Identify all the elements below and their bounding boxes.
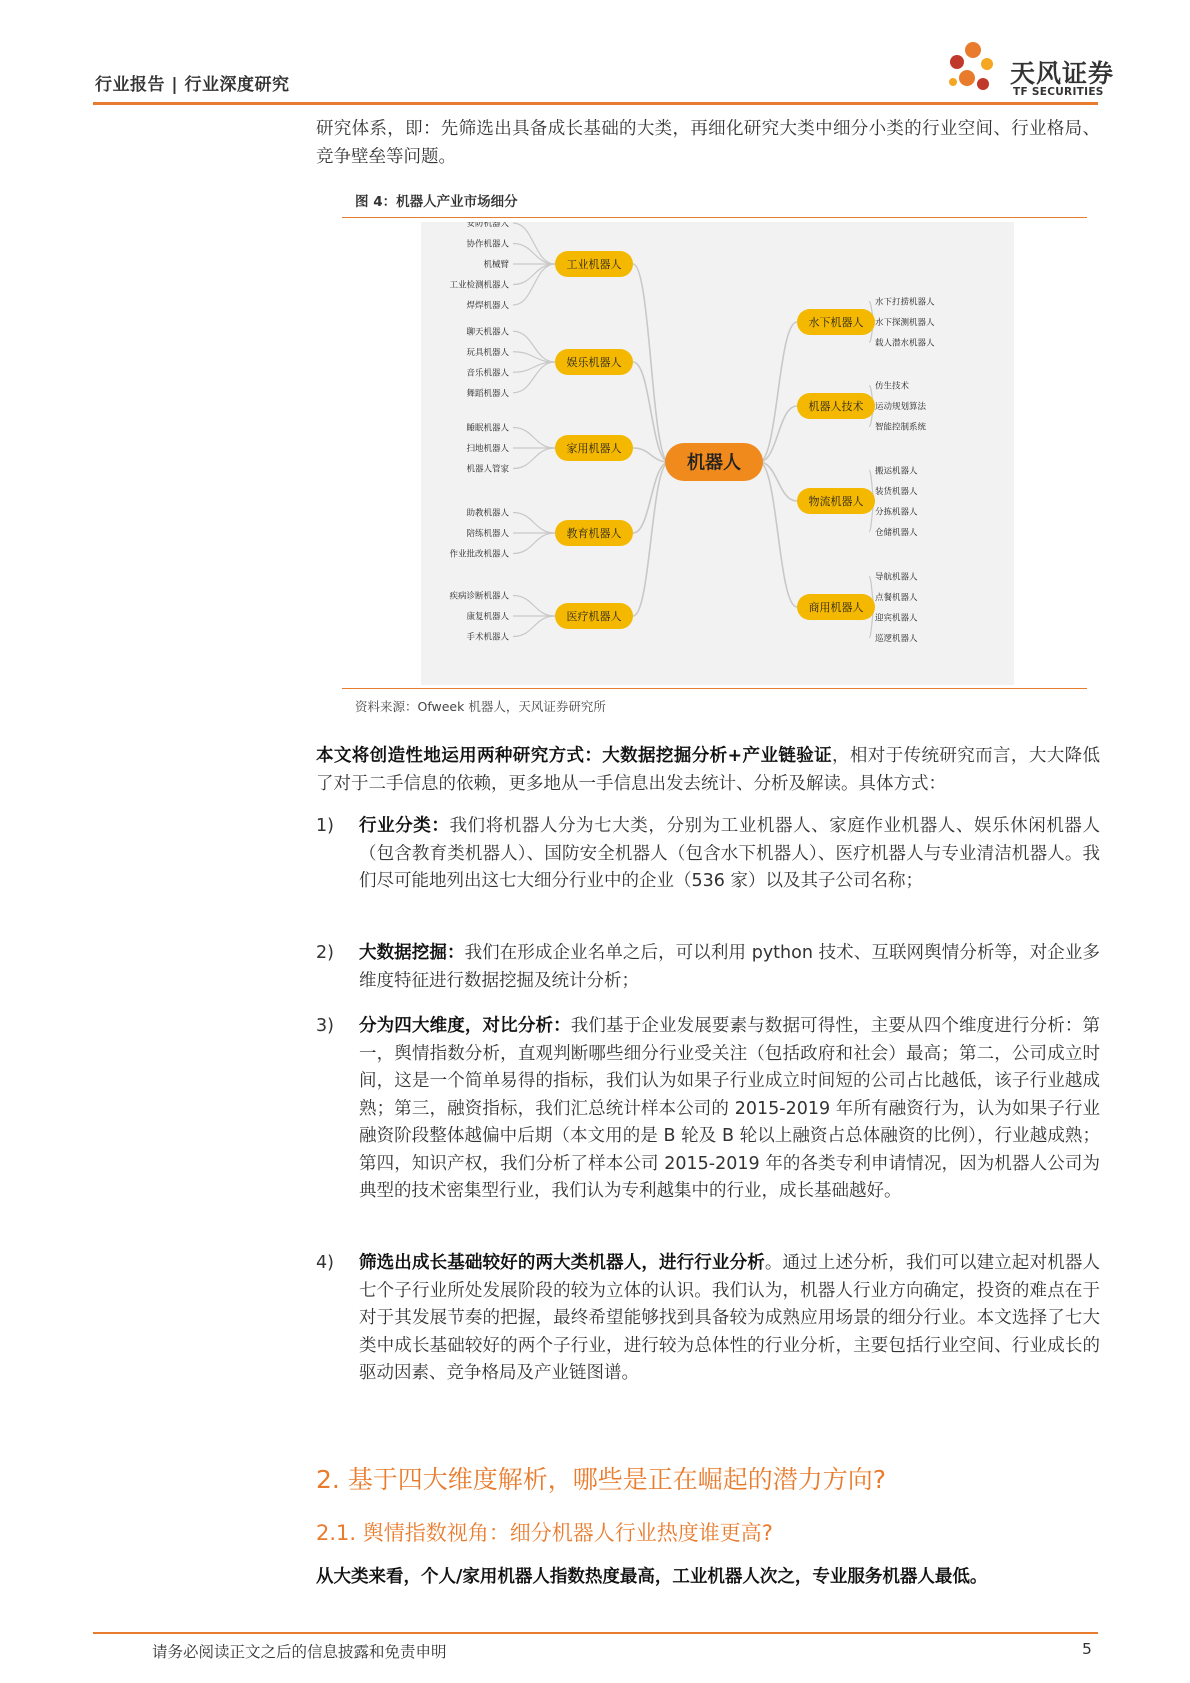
list-item-heading: 行业分类： <box>359 816 450 836</box>
lead-sentence: 从大类来看，个人/家用机器人指数热度最高，工业机器人次之，专业服务机器人最低。 <box>316 1567 988 1587</box>
branch-link <box>633 264 669 462</box>
branch-node-label: 工业机器人 <box>566 257 622 271</box>
leaf-label: 机器人管家 <box>466 464 509 475</box>
leaf-label: 康复机器人 <box>466 612 509 622</box>
leaf-label: 协作机器人 <box>466 239 509 250</box>
report-category: 行业报告 | 行业深度研究 <box>95 75 290 95</box>
method-text: ，相对于传统研究而言，大大降低了对于二手信息的依赖，更多地从一手信息出发去统计、分析及解读。具体方式： <box>316 746 1100 794</box>
leaf-label: 导航机器人 <box>875 572 918 583</box>
mindmap-links <box>513 223 875 638</box>
list-item-text: 。通过上述分析，我们可以建立起对机器人七个子行业所处发展阶段的较为立体的认识。我们认为，机器人行业方向确定，投资的难点在于对于其发展节奏的把握，最终希望能够找到具备较为成熟应用场景的细分行业。本文选择了七大类中成长基础较好的两个子行业，进行较为总体性的行业分析，主要包括行业空间、行业成长的驱动因素、竞争格局及产业链图谱。 <box>359 1253 1101 1383</box>
branch-link <box>759 462 797 607</box>
leaf-link <box>513 513 555 534</box>
leaf-label: 水下探测机器人 <box>875 318 935 328</box>
list-item-text: 我们基于企业发展要素与数据可得性，主要从四个维度进行分析：第一，舆情指数分析，直观判断哪些细分行业受关注（包括政府和社会）最高；第二，公司成立时间，这是一个简单易得的指标，我们认为如果子行业成立时间短的公司占比越低，该子行业越成熟；第三，融资指标，我们汇总统计样本公司的 2015-2019 年所有融资行为，认为如果子行业融资阶段整体越偏中后期（本文用的是 B 轮及 B 轮以上融资占总体融资的比例），行业越成熟；第四，知识产权，我们分析了样本公司 2015-2019 年的各类专利申请情况，因为机器人公司为典型的技术密集型行业，我们认为专利越集中的行业，成长基础越好。 <box>359 1016 1101 1201</box>
list-item-number: 4) <box>316 1253 334 1273</box>
leaf-link <box>513 264 555 305</box>
leaf-label: 安防机器人 <box>466 222 509 229</box>
logo-text-cn: 天风证券 <box>1010 59 1115 88</box>
leaf-label: 搬运机器人 <box>875 466 918 477</box>
leaf-label: 水下打捞机器人 <box>875 297 935 308</box>
leaf-link <box>513 596 555 617</box>
leaf-label: 工业检测机器人 <box>449 280 509 291</box>
header-divider <box>93 102 1098 105</box>
leaf-label: 陪练机器人 <box>466 529 509 539</box>
footer-divider <box>93 1632 1098 1634</box>
branch-node-label: 娱乐机器人 <box>566 355 622 369</box>
branch-node-label: 水下机器人 <box>808 315 864 329</box>
list-item <box>316 1013 1100 1206</box>
list-item <box>316 1250 1100 1388</box>
leaf-link <box>513 616 555 637</box>
list-item-heading: 筛选出成长基础较好的两大类机器人，进行行业分析 <box>359 1253 765 1273</box>
figure-top-rule <box>342 217 1087 218</box>
branch-link <box>759 322 797 462</box>
list-item-number: 2) <box>316 943 334 963</box>
subsection-heading: 2.1. 舆情指数视角：细分机器人行业热度谁更高? <box>316 1521 773 1545</box>
page-number: 5 <box>1082 1640 1092 1658</box>
branch-node-label: 教育机器人 <box>566 526 622 540</box>
method-bold: 本文将创造性地运用两种研究方式：大数据挖掘分析+产业链验证 <box>316 746 833 766</box>
leaf-link <box>513 264 555 285</box>
leaf-label: 分拣机器人 <box>875 507 918 518</box>
list-item-heading: 大数据挖掘： <box>359 943 465 963</box>
branch-node-label: 商用机器人 <box>808 600 864 614</box>
center-node-label: 机器人 <box>687 452 741 474</box>
list-item-number: 1) <box>316 816 334 836</box>
branch-link <box>633 462 669 616</box>
leaf-label: 巡逻机器人 <box>875 633 918 644</box>
intro-paragraph: 研究体系，即：先筛选出具备成长基础的大类，再细化研究大类中细分小类的行业空间、行业格局、竞争壁垒等问题。 <box>316 119 1100 167</box>
footer-disclaimer: 请务必阅读正文之后的信息披露和免责申明 <box>152 1643 447 1661</box>
leaf-label: 手术机器人 <box>466 632 509 643</box>
list-item-number: 3) <box>316 1016 334 1036</box>
leaf-label: 音乐机器人 <box>466 368 509 379</box>
list-item-heading: 分为四大维度，对比分析： <box>359 1016 571 1036</box>
branch-node-label: 家用机器人 <box>566 441 622 455</box>
list-item-text: 我们在形成企业名单之后，可以利用 python 技术、互联网舆情分析等，对企业多维度特征进行数据挖掘及统计分析； <box>359 943 1100 991</box>
leaf-label: 舞蹈机器人 <box>466 388 509 399</box>
leaf-label: 焊焊机器人 <box>466 301 509 311</box>
branch-node-label: 物流机器人 <box>808 494 864 508</box>
leaf-link <box>513 448 555 469</box>
leaf-link <box>513 223 555 264</box>
leaf-label: 助教机器人 <box>466 508 509 519</box>
leaf-link <box>513 533 555 554</box>
branch-node-label: 机器人技术 <box>808 399 864 413</box>
figure-source: 资料来源：Ofweek 机器人，天风证券研究所 <box>355 699 606 714</box>
leaf-label: 点餐机器人 <box>875 592 918 603</box>
leaf-label: 运动规划算法 <box>875 402 927 412</box>
leaf-link <box>513 428 555 449</box>
branch-link <box>633 362 669 462</box>
figure-title: 图 4：机器人产业市场细分 <box>355 194 518 210</box>
figure-bottom-rule <box>342 688 1087 689</box>
list-item-text: 我们将机器人分为七大类，分别为工业机器人、家庭作业机器人、娱乐休闲机器人（包含教育类机器人）、国防安全机器人（包含水下机器人）、医疗机器人与专业清洁机器人。我们尽可能地列出这七大细分行业中的企业（536 家）以及其子公司名称； <box>359 816 1100 891</box>
leaf-label: 载人潜水机器人 <box>875 338 935 349</box>
leaf-label: 疾病诊断机器人 <box>449 591 509 602</box>
leaf-label: 装货机器人 <box>875 486 918 497</box>
mindmap-figure <box>421 222 1014 685</box>
mindmap-nodes <box>449 222 935 644</box>
leaf-label: 睡眠机器人 <box>466 423 509 434</box>
leaf-label: 作业批改机器人 <box>449 549 509 560</box>
branch-node-label: 医疗机器人 <box>566 609 622 623</box>
list-item <box>316 813 1100 896</box>
branch-link <box>633 462 669 533</box>
leaf-label: 迎宾机器人 <box>875 613 918 624</box>
list-item <box>316 940 1100 995</box>
leaf-label: 机械臂 <box>483 260 509 270</box>
leaf-label: 仓储机器人 <box>875 527 918 538</box>
section-heading: 2. 基于四大维度解析，哪些是正在崛起的潜力方向? <box>316 1465 887 1494</box>
branch-link <box>759 406 797 462</box>
leaf-label: 扫地机器人 <box>466 444 509 454</box>
leaf-label: 玩具机器人 <box>466 347 509 358</box>
leaf-label: 智能控制系统 <box>875 422 927 433</box>
leaf-label: 仿生技术 <box>875 381 910 392</box>
leaf-label: 聊天机器人 <box>466 327 509 338</box>
logo-text-en: TF SECURITIES <box>1013 86 1104 98</box>
leaf-link <box>513 244 555 265</box>
method-paragraph <box>316 743 1100 798</box>
